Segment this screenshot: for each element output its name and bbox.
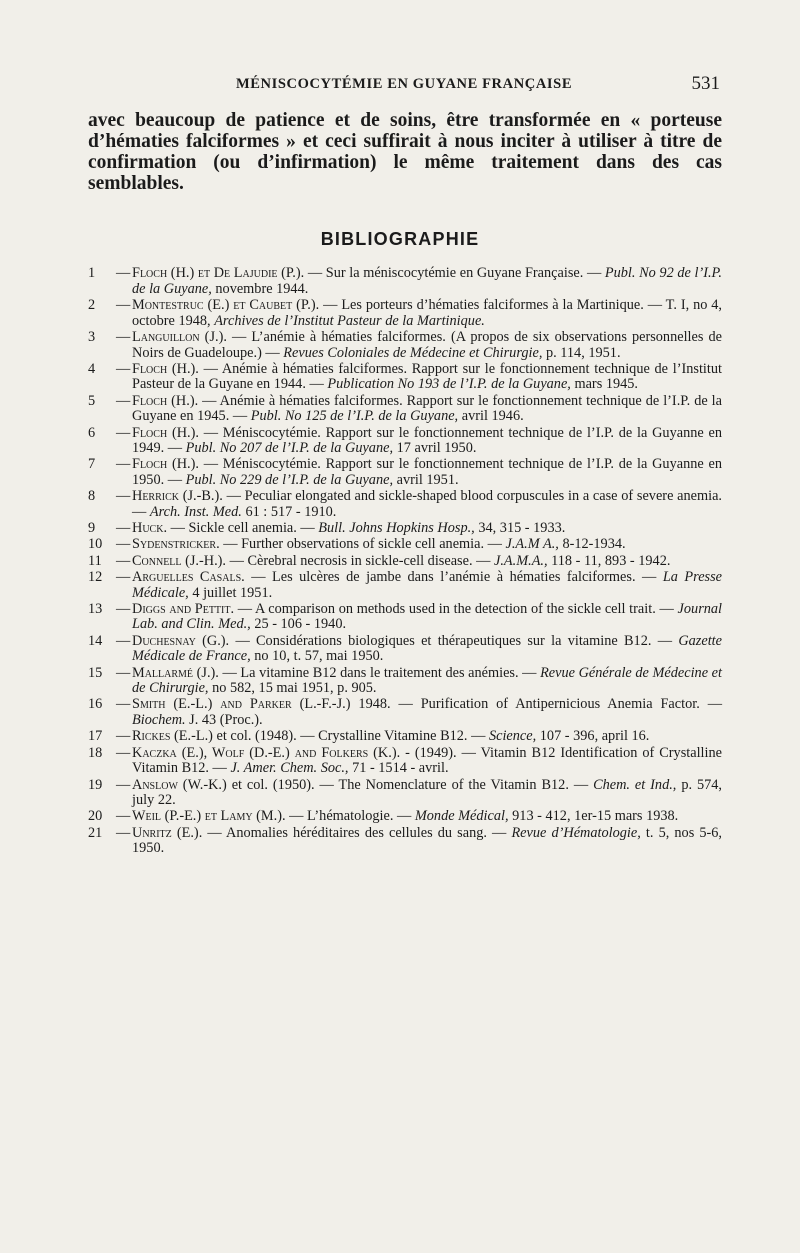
reference-tail: 17 avril 1950. <box>396 440 477 457</box>
reference-dash: — <box>116 728 131 745</box>
reference-source: Chem. et Ind., <box>593 776 677 793</box>
reference-item <box>88 537 722 553</box>
reference-item <box>88 489 722 520</box>
reference-source: Revue d’Hématologie, <box>511 824 641 841</box>
reference-item <box>88 602 722 633</box>
reference-number: 9 <box>88 520 96 537</box>
reference-text: — Cèrebral necrosis in sickle-cell disease. — <box>229 552 491 569</box>
reference-tail: novembre 1944. <box>215 280 309 297</box>
reference-number: 19 <box>88 776 103 793</box>
reference-item <box>88 697 722 728</box>
reference-text: — Anémie à hématies falciformes. Rapport sur le fonctionnement technique de l’I.P. de la Guyane en 1945. — <box>132 392 722 425</box>
running-head <box>0 73 800 96</box>
reference-authors: Floch (H.). <box>132 456 199 473</box>
reference-dash: — <box>116 488 131 505</box>
reference-authors: Huck. <box>132 520 168 537</box>
reference-number: 15 <box>88 664 103 681</box>
reference-tail: 118 - 11, 893 - 1942. <box>551 552 671 569</box>
reference-authors: Languillon (J.). <box>132 328 227 345</box>
reference-dash: — <box>116 776 131 793</box>
reference-tail: 4 juillet 1951. <box>192 584 273 601</box>
reference-dash: — <box>116 664 131 681</box>
reference-source: Journal Lab. and Clin. Med., <box>132 600 723 633</box>
reference-number: 1 <box>88 265 96 281</box>
reference-number: 3 <box>88 328 96 345</box>
reference-source: Publ. No 125 de l’I.P. de la Guyane, <box>250 408 459 425</box>
reference-number: 5 <box>88 392 96 409</box>
reference-number: 2 <box>88 296 96 313</box>
reference-source: Publication No 193 de l’I.P. de la Guyane, <box>327 376 571 393</box>
reference-authors: Duchesnay (G.). <box>132 632 230 649</box>
reference-source: Archives de l’Institut Pasteur de la Martinique. <box>214 312 485 329</box>
reference-text: — Méniscocytémie. Rapport sur le fonctionnement technique de l’I.P. de la Guyanne en 1950. — <box>132 456 722 489</box>
reference-tail: no 10, t. 57, mai 1950. <box>254 648 384 665</box>
reference-item <box>88 457 722 488</box>
reference-source: Gazette Médicale de France, <box>132 632 722 665</box>
reference-tail: 107 - 396, april 16. <box>539 728 650 745</box>
reference-tail: t. 5, nos 5-6, 1950. <box>132 824 722 857</box>
reference-dash: — <box>116 568 131 585</box>
reference-source: Monde Médical, <box>414 808 509 825</box>
reference-dash: — <box>116 696 131 713</box>
reference-authors: Diggs and Pettit. <box>132 600 235 617</box>
reference-text: — Anémie à hématies falciformes. Rapport sur le fonctionnement technique de l’Institut Pasteur de la Guyane en 1944. — <box>132 360 722 393</box>
reference-item <box>88 394 722 425</box>
reference-text: — L’anémie à hématies falciformes. (A propos de six observations personnelles de Noirs de Guadeloupe.) — <box>132 328 722 361</box>
reference-text: — A comparison on methods used in the detection of the sickle cell trait. — <box>237 600 674 617</box>
reference-tail: 61 : 517 - 1910. <box>245 504 337 521</box>
reference-tail: mars 1945. <box>574 376 639 393</box>
reference-item <box>88 826 722 857</box>
reference-number: 16 <box>88 696 103 713</box>
bibliography-heading: BIBLIOGRAPHIE <box>320 229 480 249</box>
reference-number: 14 <box>88 632 103 649</box>
reference-item <box>88 554 722 570</box>
reference-text: — Anomalies héréditaires des cellules du sang. — <box>207 824 507 841</box>
reference-source: Arch. Inst. Med. <box>149 504 242 521</box>
reference-source: J.A.M.A., <box>493 552 548 569</box>
reference-dash: — <box>116 744 131 761</box>
reference-authors: Floch (H.). <box>132 424 199 441</box>
reference-source: Publ. No 229 de l’I.P. de la Guyane, <box>185 472 394 489</box>
reference-item <box>88 666 722 697</box>
reference-source: Bull. Johns Hopkins Hosp., <box>318 520 475 537</box>
reference-authors: Rickes (E.-L.) <box>132 728 213 745</box>
reference-dash: — <box>116 520 131 537</box>
reference-text: — L’hématologie. — <box>289 808 412 825</box>
reference-dash: — <box>116 296 131 313</box>
intro-paragraph: avec beaucoup de patience et de soins, être transformée en « porteuse d’hématies falciformes » et ceci suffirait à nous inciter à utiliser à titre de confirmation (ou d’infirmation) le même traitement dans des cas semblables. <box>88 110 722 194</box>
reference-tail: avril 1951. <box>396 472 459 489</box>
reference-authors: Floch (H.). <box>132 360 199 377</box>
reference-number: 20 <box>88 808 103 825</box>
reference-dash: — <box>116 360 131 377</box>
reference-text: — Méniscocytémie. Rapport sur le fonctionnement technique de l’I.P. de la Guyanne en 1949. — <box>132 424 722 457</box>
reference-text: — Peculiar elongated and sickle-shaped blood corpuscules in a case of severe anemia. — <box>132 488 723 521</box>
reference-text: — La vitamine B12 dans le traitement des anémies. — <box>222 664 537 681</box>
reference-dash: — <box>116 392 131 409</box>
reference-source: Revue Générale de Médecine et de Chirurgie, <box>132 664 722 697</box>
reference-number: 18 <box>88 744 103 761</box>
reference-tail: 8-12-1934. <box>562 536 626 553</box>
reference-number: 21 <box>88 824 103 841</box>
reference-text: — Les porteurs d’hématies falciformes à la Martinique. — T. I, no 4, octobre 1948, <box>132 296 723 329</box>
reference-text: 1948. — Purification of Antipernicious Anemia Factor. — <box>358 696 723 713</box>
reference-item <box>88 729 722 745</box>
reference-dash: — <box>116 600 131 617</box>
reference-number: 4 <box>88 360 96 377</box>
reference-authors: Mallarmé (J.). <box>132 664 219 681</box>
reference-tail: 34, 315 - 1933. <box>478 520 566 537</box>
reference-text: — Sur la méniscocytémie en Guyane Française. — <box>307 265 602 281</box>
reference-dash: — <box>116 632 131 649</box>
reference-text: et col. (1950). — The Nomenclature of the Vitamin B12. — <box>231 776 589 793</box>
reference-item <box>88 634 722 665</box>
reference-number: 10 <box>88 536 103 553</box>
reference-source: Revues Coloniales de Médecine et Chirurgie, <box>283 344 543 361</box>
reference-number: 7 <box>88 456 96 473</box>
reference-tail: J. 43 (Proc.). <box>189 712 263 729</box>
reference-dash: — <box>116 552 131 569</box>
reference-number: 11 <box>88 552 102 569</box>
reference-authors: Sydenstricker. <box>132 536 220 553</box>
page-number: 531 <box>691 73 720 94</box>
reference-list <box>88 266 722 858</box>
reference-authors: Anslow (W.-K.) <box>132 776 227 793</box>
reference-authors: Unritz (E.). <box>132 824 203 841</box>
reference-text: — Sickle cell anemia. — <box>170 520 315 537</box>
reference-item <box>88 809 722 825</box>
reference-item <box>88 362 722 393</box>
reference-text: et col. (1948). — Crystalline Vitamine B12. — <box>216 728 486 745</box>
reference-text: — Considérations biologiques et thérapeutiques sur la vitamine B12. — <box>235 632 673 649</box>
reference-source: Publ. No 92 de l’I.P. de la Guyane, <box>132 265 723 297</box>
reference-dash: — <box>116 424 131 441</box>
reference-dash: — <box>116 265 131 281</box>
reference-authors: Floch (H.) et De Lajudie (P.). <box>132 265 305 281</box>
reference-number: 6 <box>88 424 96 441</box>
reference-tail: avril 1946. <box>461 408 524 425</box>
reference-authors: Herrick (J.-B.). <box>132 488 223 505</box>
reference-authors: Weil (P.-E.) et Lamy (M.). <box>132 808 286 825</box>
reference-source: La Presse Médicale, <box>132 568 723 601</box>
reference-dash: — <box>116 808 131 825</box>
reference-number: 13 <box>88 600 103 617</box>
reference-tail: p. 574, july 22. <box>132 776 723 809</box>
reference-source: J.A.M A., <box>505 536 559 553</box>
reference-item <box>88 746 722 777</box>
reference-item <box>88 426 722 457</box>
reference-source: Publ. No 207 de l’I.P. de la Guyane, <box>185 440 394 457</box>
reference-number: 12 <box>88 568 103 585</box>
reference-source: Science, <box>488 728 537 745</box>
reference-item <box>88 570 722 601</box>
reference-source: Biochem. <box>132 712 186 729</box>
reference-item <box>88 521 722 537</box>
reference-authors: Arguelles Casals. <box>132 568 245 585</box>
reference-number: 17 <box>88 728 103 745</box>
reference-tail: 913 - 412, 1er-15 mars 1938. <box>512 808 679 825</box>
reference-source: J. Amer. Chem. Soc., <box>230 760 349 777</box>
reference-tail: no 582, 15 mai 1951, p. 905. <box>212 680 377 697</box>
reference-authors: Floch (H.). <box>132 392 199 409</box>
reference-item <box>88 330 722 361</box>
reference-dash: — <box>116 824 131 841</box>
reference-item <box>88 298 722 329</box>
reference-dash: — <box>116 536 131 553</box>
reference-text: - (1949). — Vitamin B12 Identification of Crystalline Vitamin B12. — <box>132 744 722 777</box>
reference-authors: Connell (J.-H.). <box>132 552 226 569</box>
reference-item <box>88 778 722 809</box>
running-head-title: MÉNISCOCYTÉMIE EN GUYANE FRANÇAISE <box>236 76 573 92</box>
reference-number: 8 <box>88 488 96 505</box>
reference-authors: Smith (E.-L.) and Parker (L.-F.-J.) <box>132 696 351 713</box>
reference-authors: Montestruc (E.) et Caubet (P.). <box>132 296 320 313</box>
reference-tail: p. 114, 1951. <box>545 344 621 361</box>
reference-authors: Kaczka (E.), Wolf (D.-E.) and Folkers (K.). <box>132 744 401 761</box>
reference-tail: 71 - 1514 - avril. <box>352 760 449 777</box>
reference-dash: — <box>116 328 131 345</box>
reference-item <box>88 266 722 297</box>
reference-dash: — <box>116 456 131 473</box>
reference-text: — Les ulcères de jambe dans l’anémie à hématies falciformes. — <box>251 568 657 585</box>
reference-text: — Further observations of sickle cell anemia. — <box>223 536 502 553</box>
reference-tail: 25 - 106 - 1940. <box>254 616 347 633</box>
